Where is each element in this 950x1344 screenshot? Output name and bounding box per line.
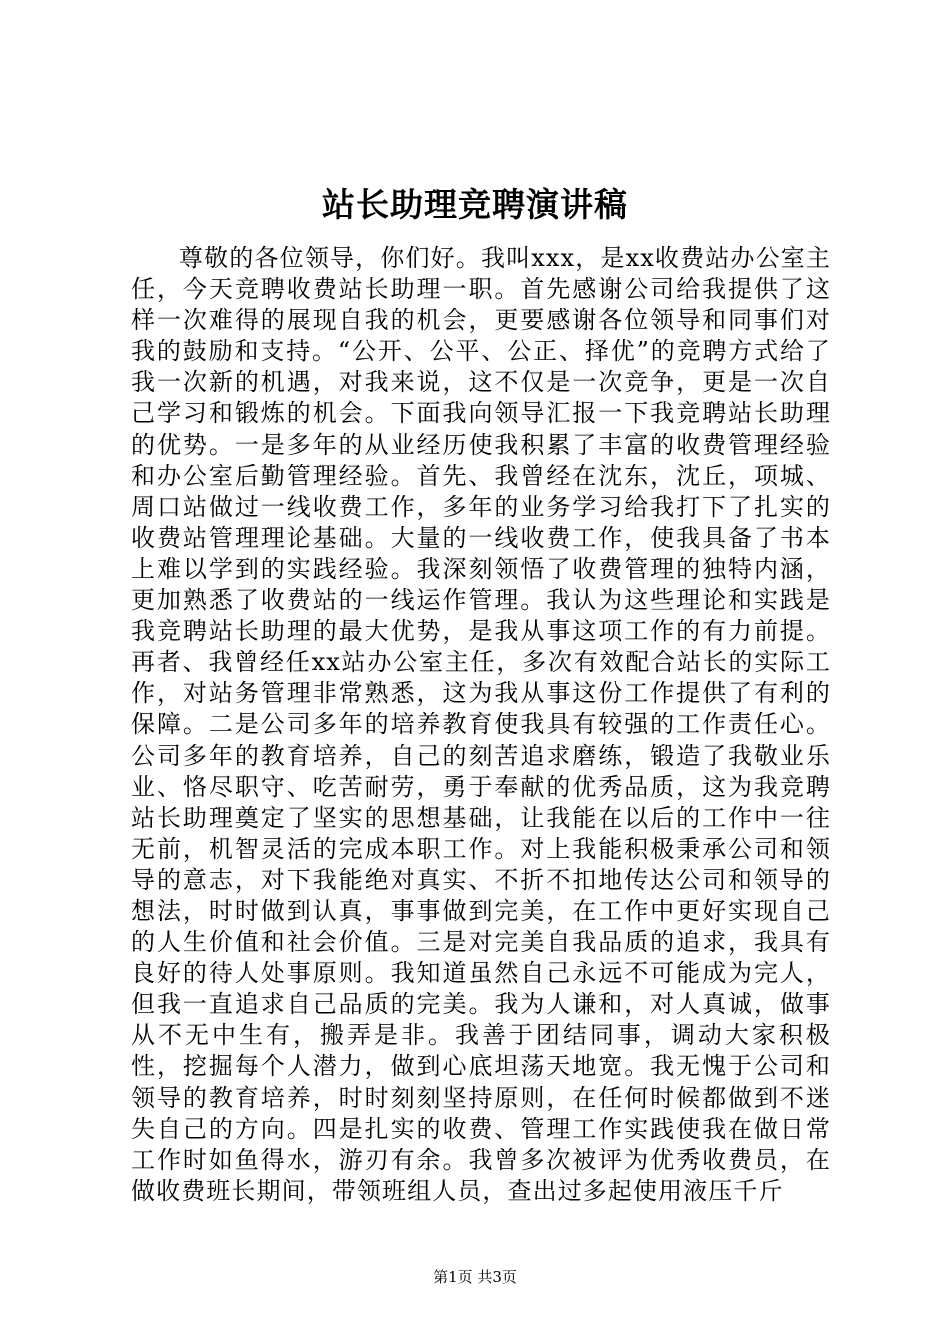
document-body-paragraph: 尊敬的各位领导，你们好。我叫xxx，是xx收费站办公室主任，今天竞聘收费站长助理一职。首先感谢公司给我提供了这样一次难得的展现自我的机会，更要感谢各位领导和同事们对我的鼓励和支持。“公开、公平、公正、择优”的竞聘方式给了我一次新的机遇，对我来说，这不仅是一次竞争，更是一次自己学习和锻炼的机会。下面我向领导汇报一下我竞聘站长助理的优势。一是多年的从业经历使我积累了丰富的收费管理经验和办公室后勤管理经验。首先、我曾经在沈东，沈丘，项城、周口站做过一线收费工作，多年的业务学习给我打下了扎实的收费站管理理论基础。大量的一线收费工作，使我具备了书本上难以学到的实践经验。我深刻领悟了收费管理的独特内涵，更加熟悉了收费站的一线运作管理。我认为这些理论和实践是我竞聘站长助理的最大优势，是我从事这项工作的有力前提。再者、我曾经任xx站办公室主任，多次有效配合站长的实际工作，对站务管理非常熟悉，这为我从事这份工作提供了有利的保障。二是公司多年的培养教育使我具有较强的工作责任心。公司多年的教育培养，自己的刻苦追求磨练，锻造了我敬业乐业、恪尽职守、吃苦耐劳，勇于奉献的优秀品质，这为我竞聘站长助理奠定了坚实的思想基础，让我能在以后的工作中一往无前，机智灵活的完成本职工作。对上我能积极秉承公司和领导的意志，对下我能绝对真实、不折不扣地传达公司和领导的想法，时时做到认真，事事做到完美，在工作中更好实现自己的人生价值和社会价值。三是对完美自我品质的追求，我具有良好的待人处事原则。我知道虽然自己永远不可能成为完人，但我一直追求自己品质的完美。我为人谦和，对人真诚，做事从不无中生有，搬弄是非。我善于团结同事，调动大家积极性，挖掘每个人潜力，做到心底坦荡天地宽。我无愧于公司和领导的教育培养，时时刻刻坚持原则，在任何时候都做到不迷失自己的方向。四是扎实的收费、管理工作实践使我在做日常工作时如鱼得水，游刃有余。我曾多次被评为优秀收费员，在做收费班长期间，带领班组人员，查出过多起使用液压千斤 xyxy=(131,244,831,1205)
page-number-footer: 第1页 共3页 xyxy=(433,1268,517,1286)
document-title: 站长助理竞聘演讲稿 xyxy=(322,185,628,224)
